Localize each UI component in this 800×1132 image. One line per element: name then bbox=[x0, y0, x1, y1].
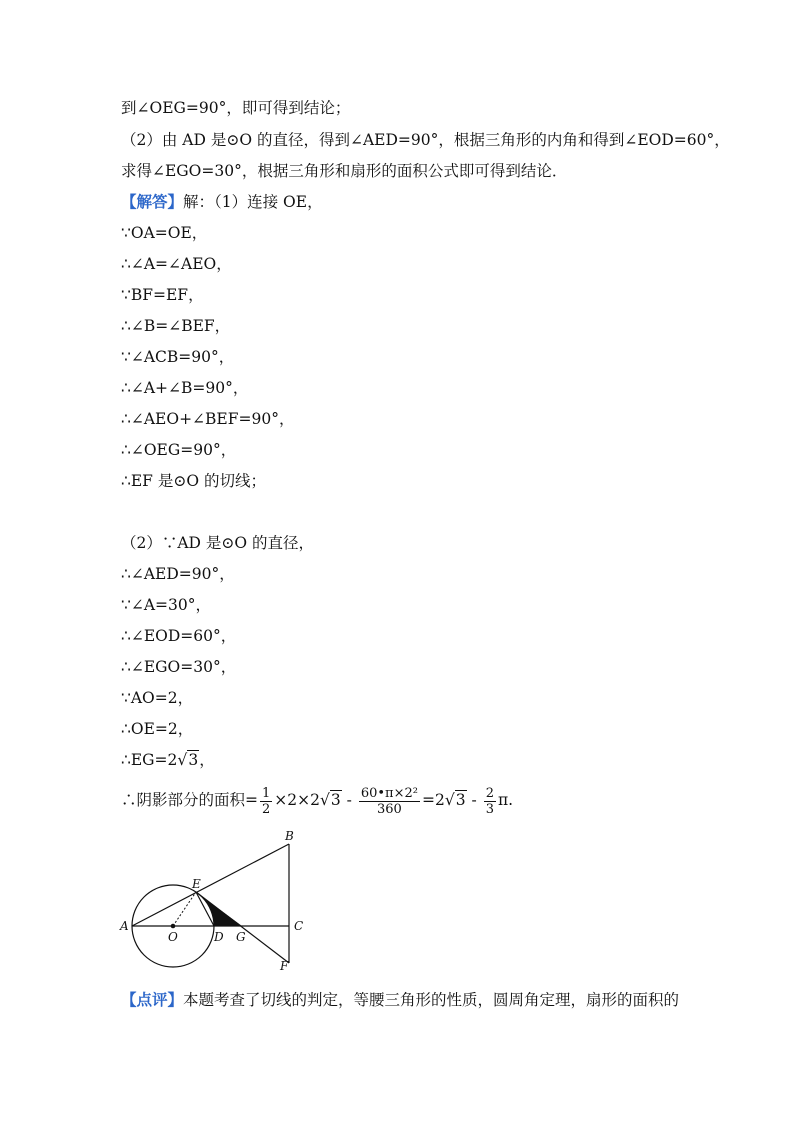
proof-step: ∵∠A=30°， bbox=[121, 596, 212, 614]
label-g: G bbox=[236, 930, 246, 944]
area-prefix: ∴阴影部分的面积= bbox=[121, 791, 258, 809]
label-d: D bbox=[214, 930, 224, 944]
area-mid: ×2×2 bbox=[274, 791, 320, 809]
answer-header bbox=[121, 192, 323, 212]
area-radicand: 3 bbox=[455, 791, 466, 809]
proof-step: ∵AO=2， bbox=[121, 689, 194, 707]
eg-formula bbox=[121, 750, 215, 770]
analysis-line-2: （2）由 AD 是⊙O 的直径，得到∠AED=90°，根据三角形的内角和得到∠EOD=60°， bbox=[121, 131, 730, 149]
label-o: O bbox=[168, 930, 178, 944]
fraction-denominator: 360 bbox=[377, 801, 402, 817]
proof-step: ∴∠AED=90°， bbox=[121, 565, 235, 583]
area-formula bbox=[121, 783, 513, 817]
geometry-diagram bbox=[118, 828, 318, 978]
label-f: F bbox=[280, 959, 289, 973]
answer-intro: 解：（1）连接 OE， bbox=[183, 193, 323, 211]
proof-step: ∵BF=EF， bbox=[121, 286, 204, 304]
comment-line bbox=[121, 990, 679, 1010]
proof-step: ∴∠EOD=60°， bbox=[121, 627, 237, 645]
proof-step: （2）∵AD 是⊙O 的直径， bbox=[121, 534, 315, 552]
line-ab bbox=[132, 844, 289, 926]
proof-step: ∴∠A=∠AEO， bbox=[121, 255, 232, 273]
proof-step: ∴∠B=∠BEF， bbox=[121, 317, 231, 335]
sqrt-sign: √ bbox=[444, 791, 455, 809]
label-b: B bbox=[285, 829, 294, 843]
label-a: A bbox=[120, 919, 129, 933]
center-point bbox=[171, 924, 176, 929]
area-equals: =2 bbox=[421, 791, 445, 809]
eg-radicand: 3 bbox=[188, 751, 199, 769]
fraction-sector bbox=[359, 786, 420, 817]
comment-text: 本题考查了切线的判定，等腰三角形的性质，圆周角定理，扇形的面积的 bbox=[183, 991, 680, 1009]
comment-tag: 【点评】 bbox=[121, 990, 184, 1009]
fraction-half bbox=[260, 786, 272, 817]
proof-step: ∴∠OEG=90°， bbox=[121, 441, 237, 459]
line-oe-dashed bbox=[173, 892, 196, 926]
proof-step: ∵∠ACB=90°， bbox=[121, 348, 235, 366]
analysis-line-1: 到∠OEG=90°，即可得到结论； bbox=[121, 99, 351, 117]
area-radicand: 3 bbox=[330, 791, 341, 809]
proof-step: ∴EF 是⊙O 的切线； bbox=[121, 472, 266, 490]
fraction-denominator: 3 bbox=[485, 801, 494, 817]
analysis-line-3: 求得∠EGO=30°，根据三角形和扇形的面积公式即可得到结论． bbox=[121, 162, 568, 180]
sqrt-sign: √ bbox=[177, 751, 188, 769]
answer-tag: 【解答】 bbox=[121, 192, 184, 211]
fraction-numerator: 2 bbox=[485, 785, 494, 801]
fraction-denominator: 2 bbox=[262, 801, 271, 817]
proof-step: ∴∠EGO=30°， bbox=[121, 658, 237, 676]
area-minus: - bbox=[466, 791, 482, 809]
area-minus: - bbox=[341, 791, 357, 809]
proof-step: ∵OA=OE， bbox=[121, 224, 208, 242]
fraction-two-thirds bbox=[484, 786, 496, 817]
label-e: E bbox=[192, 877, 201, 891]
proof-step: ∴∠AEO+∠BEF=90°， bbox=[121, 410, 295, 428]
area-end: π. bbox=[497, 791, 514, 809]
label-c: C bbox=[294, 919, 304, 933]
proof-step: ∴∠A+∠B=90°， bbox=[121, 379, 249, 397]
proof-step: ∴OE=2， bbox=[121, 720, 194, 738]
eg-suffix: ， bbox=[199, 751, 215, 769]
fraction-numerator: 60•π×2² bbox=[360, 785, 418, 801]
fraction-numerator: 1 bbox=[262, 785, 271, 801]
sqrt-sign: √ bbox=[319, 791, 330, 809]
eg-prefix: ∴EG=2 bbox=[121, 751, 178, 769]
geometry-figure bbox=[118, 828, 318, 982]
